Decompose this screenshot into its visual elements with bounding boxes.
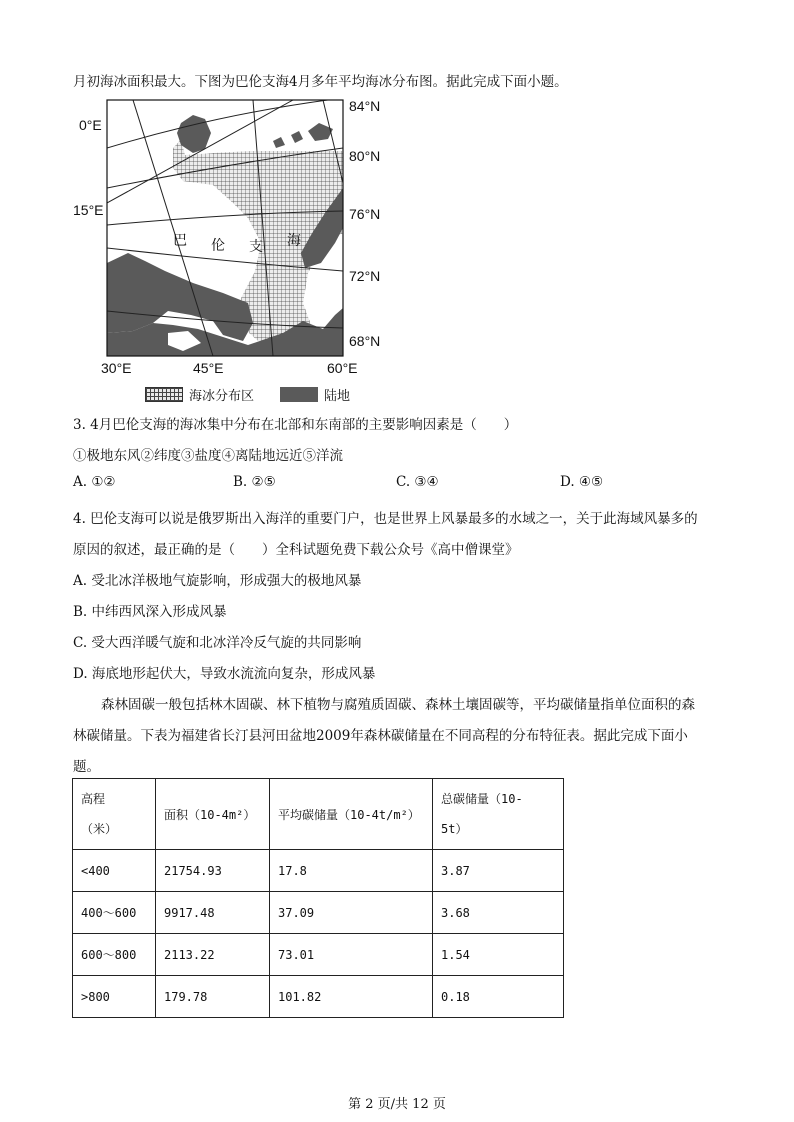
table-row: [73, 850, 564, 892]
q4-option-c[interactable]: C. 受大西洋暖气旋和北冰洋冷反气旋的共同影响: [73, 635, 362, 651]
lat-label-68: 68°N: [349, 333, 381, 349]
cell-total: 1.54: [433, 934, 564, 976]
ice-swatch: [145, 387, 183, 402]
q4-option-a[interactable]: A. 受北冰洋极地气旋影响，形成强大的极地风暴: [73, 573, 362, 589]
barents-sea-ice-map: [73, 93, 413, 373]
legend-ice-label: 海冰分布区: [189, 388, 255, 403]
q3-factors: ①极地东风②纬度③盐度④离陆地远近⑤洋流: [73, 448, 343, 464]
table-row: [73, 892, 564, 934]
header-avg-carbon: 平均碳储量（10-4t/m²）: [270, 779, 433, 850]
table-header-row: [73, 779, 564, 850]
table-row: [73, 934, 564, 976]
sea-name-char-4: 海: [287, 232, 301, 248]
cell-avg: 73.01: [270, 934, 433, 976]
q3-option-a[interactable]: A. ①②: [73, 474, 116, 490]
q3-option-d[interactable]: D. ④⑤: [560, 474, 604, 490]
q4-stem-line1: 4. 巴伦支海可以说是俄罗斯出入海洋的重要门户，也是世界上风暴最多的水域之一，关于此海域风暴多的: [73, 511, 698, 527]
legend-land-label: 陆地: [324, 388, 351, 403]
sea-name-char-2: 伦: [211, 237, 225, 253]
lon-label-15: 15°E: [73, 202, 104, 218]
q3-option-c[interactable]: C. ③④: [396, 474, 439, 490]
header-area: 面积（10-4m²）: [156, 779, 270, 850]
cell-total: 0.18: [433, 976, 564, 1018]
sea-name-char-1: 巴: [173, 232, 187, 248]
cell-avg: 37.09: [270, 892, 433, 934]
table-row: [73, 976, 564, 1018]
header-total-carbon: 总碳储量（10- 5t）: [433, 779, 564, 850]
q4-option-b[interactable]: B. 中纬西风深入形成风暴: [73, 604, 227, 620]
lon-label-60: 60°E: [327, 360, 358, 373]
cell-elev: 600～800: [73, 934, 156, 976]
cell-total: 3.68: [433, 892, 564, 934]
cell-elev: 400～600: [73, 892, 156, 934]
sea-name-char-3: 支: [249, 238, 263, 254]
cell-area: 21754.93: [156, 850, 270, 892]
cell-elev: <400: [73, 850, 156, 892]
q4-stem-line2: 原因的叙述，最正确的是（ ）全科试题免费下载公众号《高中僧课堂》: [73, 542, 519, 558]
page-footer: 第 2 页/共 12 页: [348, 1097, 446, 1112]
cell-elev: >800: [73, 976, 156, 1018]
cell-avg: 17.8: [270, 850, 433, 892]
lat-label-80: 80°N: [349, 148, 381, 164]
lon-label-30: 30°E: [101, 360, 132, 373]
q3-option-b[interactable]: B. ②⑤: [233, 474, 276, 490]
lat-label-84: 84°N: [349, 98, 381, 114]
land-swatch: [280, 387, 318, 402]
map-legend: [145, 385, 350, 404]
lon-label-0: 0°E: [79, 117, 102, 133]
q4-option-d[interactable]: D. 海底地形起伏大，导致水流流向复杂，形成风暴: [73, 666, 376, 682]
lon-label-45: 45°E: [193, 360, 224, 373]
cell-area: 9917.48: [156, 892, 270, 934]
q3-stem: 3. 4月巴伦支海的海冰集中分布在北部和东南部的主要影响因素是（ ）: [73, 417, 518, 433]
lat-label-76: 76°N: [349, 206, 381, 222]
cell-area: 179.78: [156, 976, 270, 1018]
lat-label-72: 72°N: [349, 268, 381, 284]
cell-avg: 101.82: [270, 976, 433, 1018]
intro-line: 月初海冰面积最大。下图为巴伦支海4月多年平均海冰分布图。据此完成下面小题。: [73, 74, 568, 90]
cell-total: 3.87: [433, 850, 564, 892]
cell-area: 2113.22: [156, 934, 270, 976]
passage-line3: 题。: [73, 759, 100, 775]
header-elevation: 高程 （米）: [73, 779, 156, 850]
passage-line2: 林碳储量。下表为福建省长汀县河田盆地2009年森林碳储量在不同高程的分布特征表。据此完成下面小: [73, 728, 688, 744]
passage-line1: 森林固碳一般包括林木固碳、林下植物与腐殖质固碳、森林土壤固碳等，平均碳储量指单位面积的森: [101, 697, 695, 713]
carbon-storage-table: [72, 778, 564, 1018]
